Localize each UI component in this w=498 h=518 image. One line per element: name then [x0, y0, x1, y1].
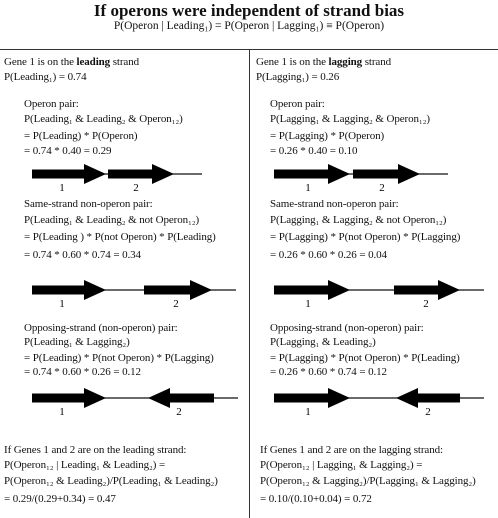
- gene-2-arrow-right: [144, 280, 212, 300]
- probability-expression: P(Leading₁ & Leading₂ & Operon₁₂): [24, 113, 183, 125]
- gene-1-label: 1: [305, 406, 311, 418]
- gene-2-arrow-left: [396, 388, 460, 408]
- gene-1-arrow-right: [274, 388, 350, 408]
- gene-2-label: 2: [423, 298, 429, 310]
- gene-strand-suffix: strand: [362, 56, 392, 68]
- operon-pair-arrows: [256, 160, 496, 196]
- operon-pair-arrows: [4, 160, 244, 196]
- probability-expression: P(Leading₁ & Leading₂ & not Operon₁₂): [24, 214, 200, 226]
- probability-expression: P(Lagging₁ & Leading₂): [270, 336, 376, 348]
- gene-1-label: 1: [59, 406, 65, 418]
- probability-formula: = P(Lagging) * P(Operon): [270, 130, 385, 142]
- strand-probability: P(Leading₁) = 0.74: [4, 71, 87, 83]
- diagram-subtitle: P(Operon | Leading₁) = P(Operon | Lagging₁) ≡ P(Operon): [113, 20, 385, 32]
- gene-2-label: 2: [176, 406, 182, 418]
- opposing-strand-arrows: [4, 384, 244, 420]
- gene-2-label: 2: [133, 182, 139, 194]
- section-heading: Operon pair:: [24, 98, 79, 110]
- section-heading: Same-strand non-operon pair:: [24, 198, 153, 210]
- probability-result: = 0.74 * 0.60 * 0.26 = 0.12: [24, 366, 141, 378]
- gene-2-label: 2: [425, 406, 431, 418]
- gene-1-label: 1: [305, 298, 311, 310]
- gene-1-arrow-right: [32, 388, 106, 408]
- strand-name: leading: [76, 56, 111, 68]
- probability-result: = 0.74 * 0.40 = 0.29: [24, 145, 112, 157]
- opposing-strand-arrows: [256, 384, 496, 420]
- probability-result: = 0.74 * 0.60 * 0.74 = 0.34: [24, 249, 141, 261]
- diagram-title: If operons were independent of strand bias: [93, 1, 405, 20]
- gene-strand-suffix: strand: [110, 56, 140, 68]
- gene-strand-heading: [4, 56, 139, 69]
- lagging-strand-column: [256, 54, 498, 518]
- gene-1-arrow-right: [32, 280, 106, 300]
- probability-expression: P(Lagging₁ & Lagging₂ & not Operon₁₂): [270, 214, 447, 226]
- gene-2-arrow-right: [108, 164, 174, 184]
- same-strand-arrows: [4, 276, 244, 312]
- summary-expression: P(Operon₁₂ | Leading₁ & Leading₂) =: [4, 459, 166, 471]
- gene-2-label: 2: [173, 298, 179, 310]
- probability-result: = 0.26 * 0.60 * 0.74 = 0.12: [270, 366, 387, 378]
- gene-2-arrow-right: [394, 280, 460, 300]
- summary-ratio: P(Operon₁₂ & Leading₂)/P(Leading₁ & Leading₂): [4, 475, 218, 487]
- summary-ratio: P(Operon₁₂ & Lagging₂)/P(Lagging₁ & Lagging₂): [260, 475, 476, 487]
- section-heading: Opposing-strand (non-operon) pair:: [24, 322, 178, 334]
- summary-result: = 0.10/(0.10+0.04) = 0.72: [260, 493, 372, 505]
- gene-strand-prefix: Gene 1 is on the: [4, 56, 77, 68]
- probability-formula: = P(Lagging) * P(not Operon) * P(Leading): [270, 352, 460, 364]
- gene-1-label: 1: [59, 182, 65, 194]
- gene-2-arrow-right: [353, 164, 420, 184]
- probability-expression: P(Leading₁ & Lagging₂): [24, 336, 130, 348]
- same-strand-arrows: [256, 276, 496, 312]
- gene-2-label: 2: [379, 182, 385, 194]
- section-heading: Operon pair:: [270, 98, 325, 110]
- gene-strand-heading: [256, 56, 391, 69]
- probability-formula: = P(Lagging) * P(not Operon) * P(Lagging): [270, 231, 461, 243]
- summary-condition: If Genes 1 and 2 are on the lagging strand:: [260, 444, 443, 456]
- probability-formula: = P(Leading ) * P(not Operon) * P(Leading): [24, 231, 216, 243]
- gene-1-label: 1: [59, 298, 65, 310]
- probability-expression: P(Lagging₁ & Lagging₂ & Operon₁₂): [270, 113, 430, 125]
- leading-strand-column: [4, 54, 248, 518]
- section-heading: Opposing-strand (non-operon) pair:: [270, 322, 424, 334]
- probability-result: = 0.26 * 0.40 = 0.10: [270, 145, 358, 157]
- summary-condition: If Genes 1 and 2 are on the leading strand:: [4, 444, 187, 456]
- probability-result: = 0.26 * 0.60 * 0.26 = 0.04: [270, 249, 387, 261]
- center-divider: [249, 49, 250, 518]
- summary-result: = 0.29/(0.29+0.34) = 0.47: [4, 493, 116, 505]
- strand-name: lagging: [328, 56, 363, 68]
- probability-formula: = P(Leading) * P(Operon): [24, 130, 138, 142]
- gene-2-arrow-left: [148, 388, 214, 408]
- gene-1-arrow-right: [274, 164, 350, 184]
- strand-probability: P(Lagging₁) = 0.26: [256, 71, 340, 83]
- probability-formula: = P(Leading) * P(not Operon) * P(Lagging): [24, 352, 214, 364]
- gene-1-label: 1: [305, 182, 311, 194]
- gene-strand-prefix: Gene 1 is on the: [256, 56, 329, 68]
- section-heading: Same-strand non-operon pair:: [270, 198, 399, 210]
- summary-expression: P(Operon₁₂ | Lagging₁ & Lagging₂) =: [260, 459, 423, 471]
- gene-1-arrow-right: [32, 164, 106, 184]
- gene-1-arrow-right: [274, 280, 350, 300]
